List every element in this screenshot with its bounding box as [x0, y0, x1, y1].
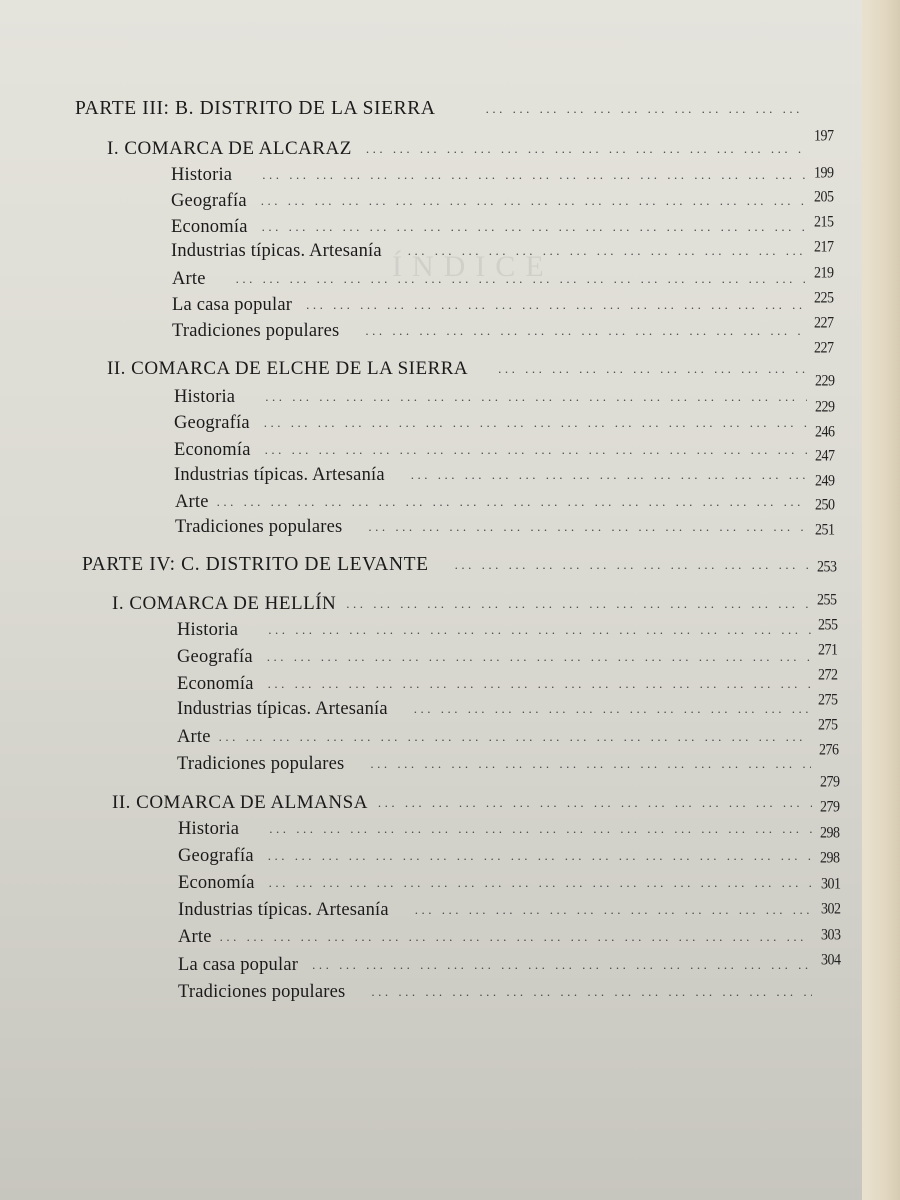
- toc-entry-row: [172, 321, 805, 347]
- dot-leader: [414, 701, 811, 717]
- dot-leader: [366, 141, 805, 157]
- toc-entry-row: [174, 465, 807, 491]
- toc-comarca-label: I. COMARCA DE HELLÍN: [112, 593, 337, 614]
- toc-entry-label: Historia: [178, 819, 240, 839]
- toc-entry-row: [174, 440, 807, 466]
- page-number: 255: [817, 591, 837, 610]
- page-number: 251: [815, 521, 835, 540]
- toc-entry-row: [171, 241, 805, 267]
- toc-entry-label: Industrias típicas. Artesanía: [178, 900, 389, 920]
- toc-entry-label: Historia: [171, 165, 233, 185]
- page-number: 279: [820, 798, 840, 817]
- toc-entry-label: Tradiciones populares: [177, 754, 345, 774]
- toc-entry-label: Tradiciones populares: [175, 517, 343, 537]
- toc-entry-label: Geografía: [174, 413, 250, 433]
- toc-entry-row: [177, 620, 811, 646]
- toc-entry-label: Arte: [172, 269, 206, 289]
- toc-entry-label: Tradiciones populares: [178, 982, 346, 1002]
- dot-leader: [265, 442, 807, 458]
- dot-leader: [368, 519, 807, 535]
- page-number: 246: [815, 423, 835, 442]
- toc-entry-label: Historia: [174, 387, 236, 407]
- dot-leader: [264, 415, 807, 431]
- toc-entry-row: [178, 900, 812, 926]
- page-number: 279: [820, 773, 840, 792]
- dot-leader: [267, 649, 811, 665]
- page-number: 298: [820, 849, 840, 868]
- toc-entry-row: [178, 927, 812, 953]
- dot-leader: [262, 167, 805, 183]
- toc-entry-row: [171, 191, 805, 217]
- dot-leader: [236, 271, 805, 287]
- dot-leader: [371, 984, 812, 1000]
- toc-comarca-row: [112, 593, 809, 619]
- page-number: 247: [815, 447, 835, 466]
- toc-entry-row: [177, 727, 811, 753]
- toc-entry-label: Geografía: [178, 846, 254, 866]
- toc-entry-label: Economía: [178, 873, 255, 893]
- dot-leader: [269, 875, 812, 891]
- toc-entry-row: [172, 269, 805, 295]
- toc-part-label: PARTE III: B. DISTRITO DE LA SIERRA: [75, 98, 436, 119]
- page-number: 275: [818, 716, 838, 735]
- toc-entry-row: [174, 387, 807, 413]
- toc-entry-row: [178, 846, 812, 872]
- toc-entry-label: Industrias típicas. Artesanía: [171, 241, 382, 261]
- dot-leader: [220, 929, 812, 945]
- toc-entry-row: [177, 699, 811, 725]
- toc-entry-label: Economía: [171, 217, 248, 237]
- toc-entry-label: Arte: [178, 927, 212, 947]
- dot-leader: [269, 821, 812, 837]
- dot-leader: [415, 902, 812, 918]
- page-number: 219: [814, 264, 834, 283]
- dot-leader: [217, 494, 807, 510]
- toc-entry-row: [177, 754, 811, 780]
- toc-comarca-row: [112, 792, 812, 818]
- page-number: 304: [821, 951, 841, 970]
- dot-leader: [262, 219, 805, 235]
- page-number: 215: [814, 213, 834, 232]
- page-number: 250: [815, 496, 835, 515]
- toc-part-row: [75, 98, 805, 124]
- toc-entry-row: [174, 413, 807, 439]
- page-number: 197: [814, 127, 834, 146]
- page-number: 272: [818, 666, 838, 685]
- page-number: 229: [815, 372, 835, 391]
- page-number: 271: [818, 641, 838, 660]
- toc-entry-row: [178, 819, 812, 845]
- toc-entry-label: Geografía: [171, 191, 247, 211]
- toc-entry-label: Industrias típicas. Artesanía: [177, 699, 388, 719]
- toc-entry-row: [177, 647, 811, 673]
- page-number: 253: [817, 558, 837, 577]
- dot-leader: [268, 622, 811, 638]
- toc-entry-row: [178, 873, 812, 899]
- toc-comarca-row: [107, 138, 805, 164]
- toc-entry-row: [178, 955, 812, 981]
- toc-comarca-row: [107, 358, 807, 384]
- toc-comarca-label: I. COMARCA DE ALCARAZ: [107, 138, 352, 159]
- toc-part-label: PARTE IV: C. DISTRITO DE LEVANTE: [82, 554, 429, 575]
- toc-entry-row: [171, 217, 805, 243]
- toc-entry-row: [178, 982, 812, 1008]
- toc-comarca-label: II. COMARCA DE ALMANSA: [112, 792, 368, 813]
- page-number: 229: [815, 398, 835, 417]
- dot-leader: [365, 323, 805, 339]
- toc-entry-label: Arte: [175, 492, 209, 512]
- page-number: 199: [814, 164, 834, 183]
- dot-leader: [261, 193, 805, 209]
- toc-entry-row: [171, 165, 805, 191]
- dot-leader: [378, 795, 812, 811]
- page-number: 255: [818, 616, 838, 635]
- toc-entry-label: Industrias típicas. Artesanía: [174, 465, 385, 485]
- toc-entry-label: Tradiciones populares: [172, 321, 340, 341]
- dot-leader: [346, 596, 809, 612]
- page-number: 205: [814, 188, 834, 207]
- page-number: 303: [821, 926, 841, 945]
- toc-entry-row: [175, 517, 807, 543]
- page-number: 249: [815, 472, 835, 491]
- dot-leader: [265, 389, 807, 405]
- toc-entry-label: La casa popular: [178, 955, 299, 975]
- page-number: 298: [820, 824, 840, 843]
- page-number: 276: [819, 741, 839, 760]
- page-number: 217: [814, 238, 834, 257]
- dot-leader: [498, 361, 807, 377]
- dot-leader: [219, 729, 811, 745]
- toc-entry-label: La casa popular: [172, 295, 293, 315]
- dot-leader: [268, 848, 812, 864]
- toc-entry-row: [177, 674, 811, 700]
- page-number: 275: [818, 691, 838, 710]
- toc-comarca-label: II. COMARCA DE ELCHE DE LA SIERRA: [107, 358, 469, 379]
- toc-part-row: [82, 554, 809, 580]
- dot-leader: [268, 676, 811, 692]
- page-number: 302: [821, 900, 841, 919]
- toc-entry-label: Economía: [177, 674, 254, 694]
- page-number: 225: [814, 289, 834, 308]
- page-number: 227: [814, 314, 834, 333]
- toc-entry-row: [172, 295, 805, 321]
- toc-entry-label: Arte: [177, 727, 211, 747]
- dot-leader: [312, 957, 812, 973]
- toc-entry-label: Geografía: [177, 647, 253, 667]
- page-number: 227: [814, 339, 834, 358]
- toc-entry-label: Historia: [177, 620, 239, 640]
- toc-entry-label: Economía: [174, 440, 251, 460]
- toc-entry-row: [175, 492, 807, 518]
- dot-leader: [411, 467, 807, 483]
- dot-leader: [455, 557, 809, 573]
- dot-leader: [370, 756, 811, 772]
- dot-leader: [408, 243, 805, 259]
- page-number: 301: [821, 875, 841, 894]
- page-edge: [862, 0, 900, 1200]
- dot-leader: [486, 101, 805, 117]
- dot-leader: [306, 297, 805, 313]
